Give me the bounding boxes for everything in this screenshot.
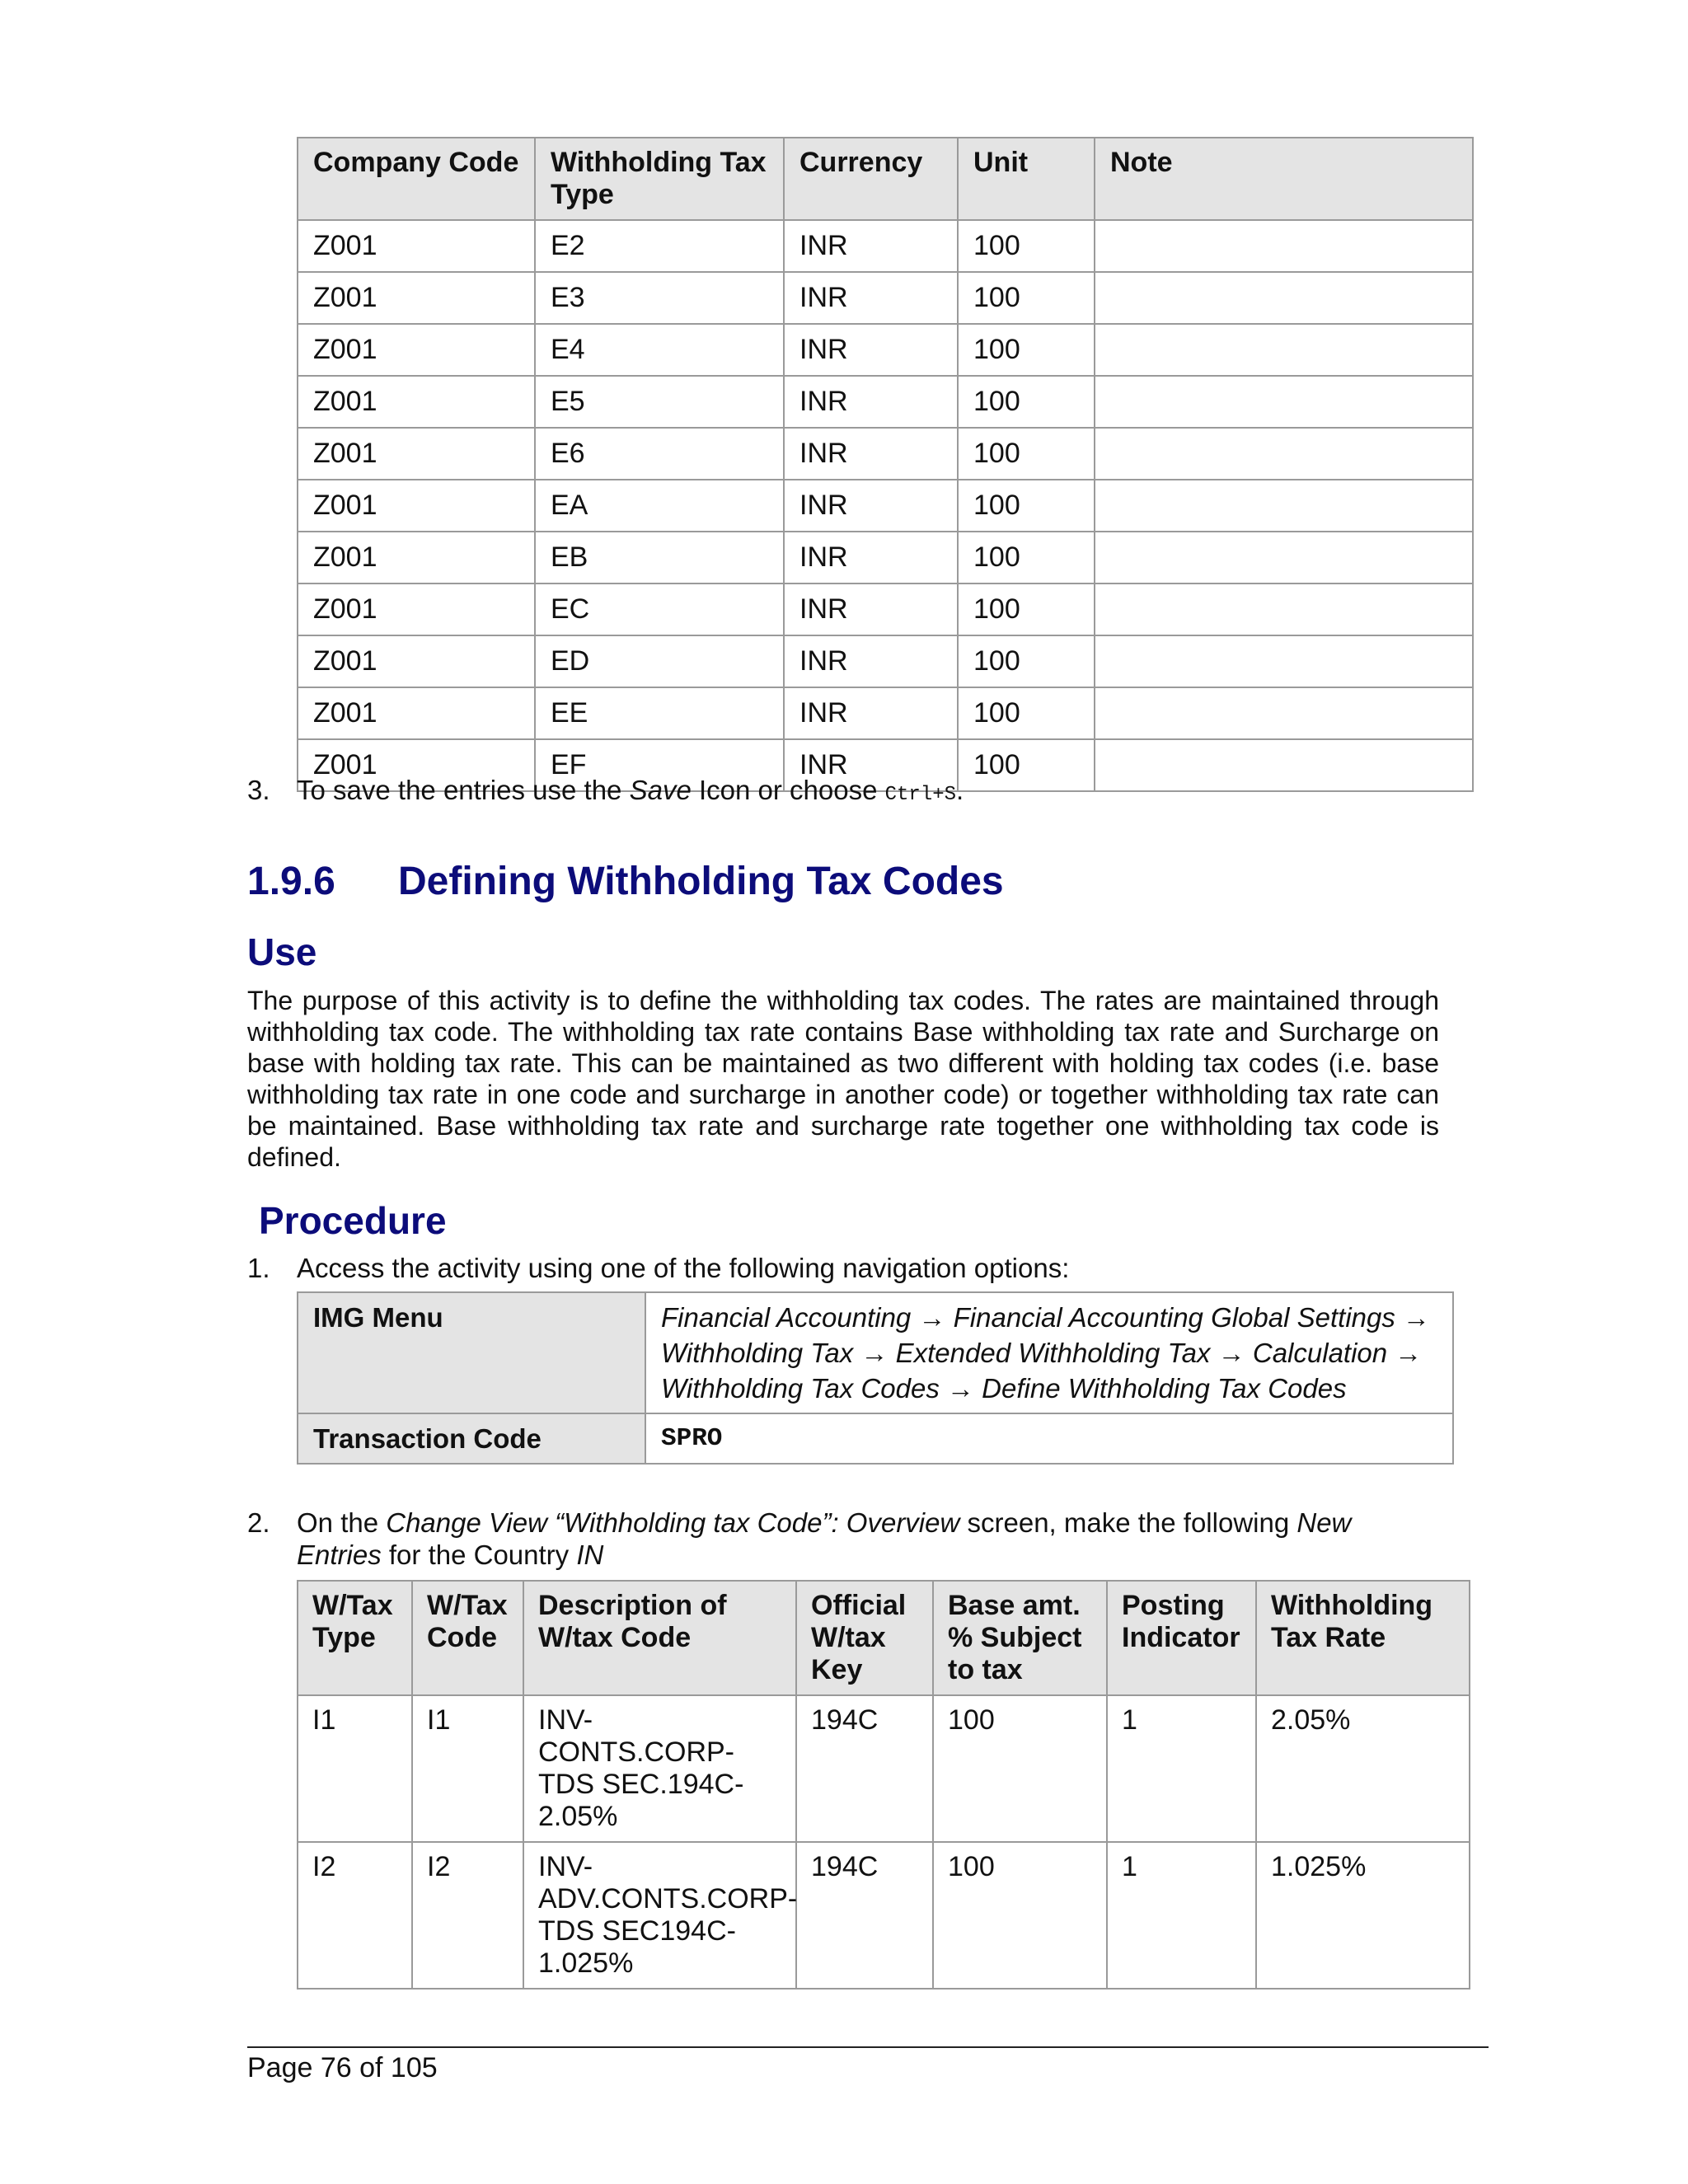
table-row: I1 I1 INV-CONTS.CORP-TDS SEC.194C-2.05% 194C 100 1 2.05% [298, 1695, 1470, 1842]
step-text: Access the activity using one of the following navigation options: [297, 1253, 1070, 1283]
col-base-amount: Base amt. % Subject to tax [933, 1581, 1107, 1695]
col-note: Note [1095, 138, 1473, 220]
step-number: 1. [247, 1253, 270, 1283]
col-posting-indicator: Posting Indicator [1107, 1581, 1256, 1695]
col-unit: Unit [958, 138, 1095, 220]
transaction-code-value: SPRO [645, 1413, 1453, 1464]
col-company-code: Company Code [298, 138, 535, 220]
transaction-code-label: Transaction Code [298, 1413, 645, 1464]
col-tax-rate: Withholding Tax Rate [1256, 1581, 1470, 1695]
step-number: 3. [247, 775, 270, 805]
save-term: Save [629, 775, 692, 805]
table-row: Z001 EA INR 100 [298, 480, 1473, 532]
table-row: Z001 EB INR 100 [298, 532, 1473, 583]
section-number: 1.9.6 [247, 860, 335, 903]
table-row: Z001 EF INR 100 [298, 739, 1473, 791]
col-withholding-tax-type: Withholding Tax Type [535, 138, 784, 220]
table-row: Z001 E3 INR 100 [298, 272, 1473, 324]
col-official-key: Official W/tax Key [796, 1581, 933, 1695]
section-title: Defining Withholding Tax Codes [398, 860, 1004, 903]
table-row: Z001 E4 INR 100 [298, 324, 1473, 376]
use-paragraph: The purpose of this activity is to define the withholding tax codes. The rates are maintained through withholding tax code. The withholding tax rate contains Base withholding tax rate and Surcharge on base with holding tax rate. This can be maintained as two different with holding tax codes (i.e. base withholding tax rate in one code and surcharge in another code) or together withholding tax rate can be maintained. Base withholding tax rate and surcharge rate together one withholding tax code is defined. [247, 986, 1439, 1172]
new-entries-term: New Entries [297, 1507, 1352, 1570]
withholding-tax-unit-table [297, 137, 1474, 792]
col-currency: Currency [784, 138, 958, 220]
table-row: Z001 E2 INR 100 [298, 220, 1473, 272]
img-menu-label: IMG Menu [298, 1292, 645, 1413]
withholding-tax-codes-table [297, 1580, 1470, 1990]
country-code: IN [576, 1540, 604, 1570]
table-row: Z001 E6 INR 100 [298, 428, 1473, 480]
img-menu-path: Financial Accounting → Financial Accounting Global Settings → Withholding Tax → Extended Withholding Tax → Calculation → Withholding Tax Codes → Define Withholding Tax Codes [645, 1292, 1453, 1413]
step-number: 2. [247, 1507, 270, 1538]
col-wtax-type: W/Tax Type [298, 1581, 412, 1695]
table-row: Z001 EE INR 100 [298, 687, 1473, 739]
procedure-heading: Procedure [259, 1199, 447, 1242]
page-number: Page 76 of 105 [247, 2052, 438, 2083]
table-row: I2 I2 INV-ADV.CONTS.CORP-TDS SEC194C-1.025% 194C 100 1 1.025% [298, 1842, 1470, 1989]
use-heading: Use [247, 930, 317, 973]
step-2 [247, 1507, 1418, 1576]
step-text: On the Change View “Withholding tax Code”: Overview screen, make the following New Entries for the Country IN [297, 1507, 1352, 1570]
step-text: To save the entries use the Save Icon or choose Ctrl+S. [297, 775, 964, 806]
img-menu-row [298, 1292, 1453, 1413]
col-description: Description of W/tax Code [523, 1581, 796, 1695]
table-row: Z001 E5 INR 100 [298, 376, 1473, 428]
screen-name: Change View “Withholding tax Code”: Overview [386, 1507, 960, 1538]
table-row: Z001 ED INR 100 [298, 635, 1473, 687]
transaction-code-row [298, 1413, 1453, 1464]
table-header-row [298, 138, 1473, 220]
navigation-options-table [297, 1291, 1454, 1465]
table-row: Z001 EC INR 100 [298, 583, 1473, 635]
table-header-row [298, 1581, 1470, 1695]
col-wtax-code: W/Tax Code [412, 1581, 523, 1695]
footer-divider [247, 2046, 1489, 2048]
shortcut-text: Ctrl+S [884, 784, 957, 806]
